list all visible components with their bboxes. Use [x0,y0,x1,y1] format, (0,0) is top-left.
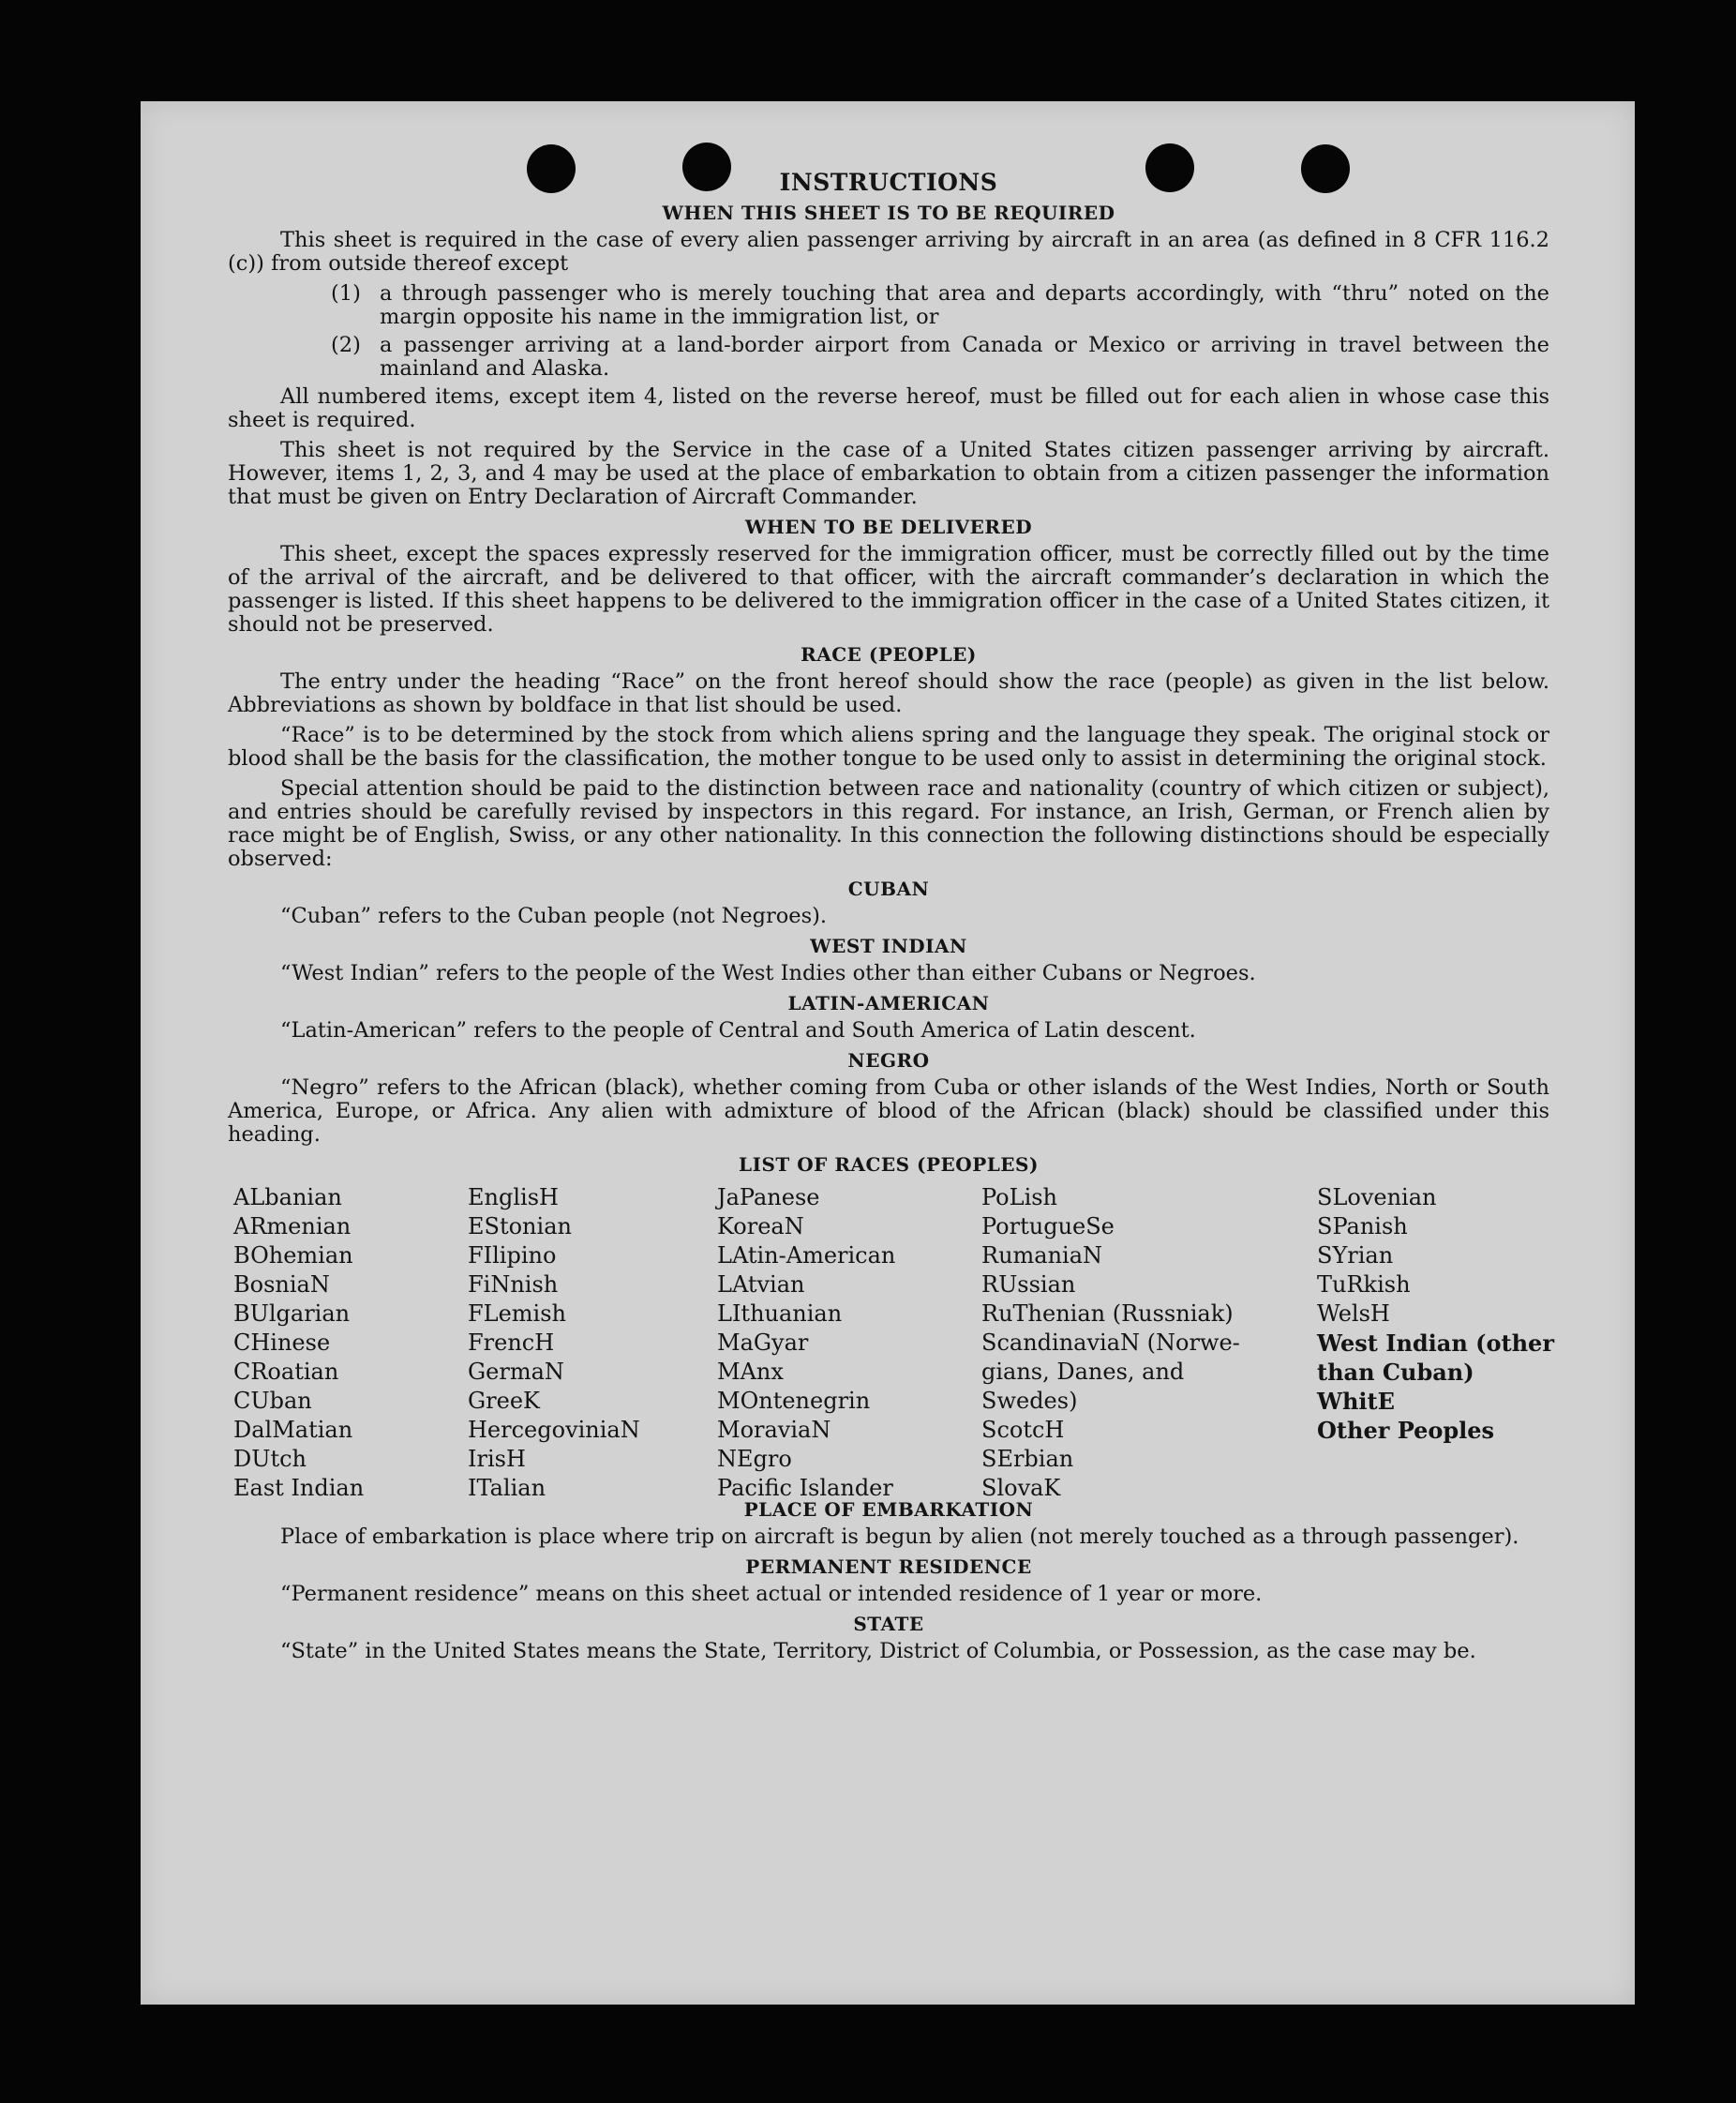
race-list-item: RumaniaN [981,1242,1103,1269]
permanent-residence-text: “Permanent residence” means on this sheet actual or intended residence of 1 year or more. [280,1582,1263,1606]
races-column-3 [717,1183,895,1503]
instruction-sheet [141,101,1635,2005]
race-list-item: West Indian (other [1317,1329,1554,1357]
race-list-item: CRoatian [233,1359,339,1385]
race-list-item: CHinese [233,1329,331,1356]
race-list-item: CUban [233,1388,312,1414]
item-number: (2) [331,333,361,357]
section-heading-embarkation: PLACE OF EMBARKATION [743,1498,1034,1521]
race-list-item: MoraviaN [717,1417,831,1443]
embarkation-text: Place of embarkation is place where trip on aircraft is begun by alien (not merely touched as a through passenger). [280,1525,1519,1549]
section-heading-when-required: WHEN THIS SHEET IS TO BE REQUIRED [662,202,1115,224]
race-list-item: RuThenian (Russniak) [981,1300,1234,1327]
races-list [228,1183,1554,1501]
race-list-item: PortugueSe [981,1213,1115,1239]
race-list-item: LAtin-American [717,1242,896,1269]
section-heading-cuban: CUBAN [847,878,930,900]
race-paragraph-3: Special attention should be paid to the distinction between race and nationality (country of which citizen or subject), and entries should be carefully revised by inspectors in this regard. For instance, an Irish, German, or French alien by race might be of English, Swiss, or any other nationality. In this connection the following distinctions should be especially observed: [228,776,1549,871]
section-heading-state: STATE [853,1613,924,1635]
race-list-item: than Cuban) [1317,1359,1474,1386]
races-column-1 [233,1183,364,1503]
race-list-item: DalMatian [233,1417,353,1443]
race-paragraph-2: “Race” is to be determined by the stock from which aliens spring and the language they speak. The original stock or blood shall be the basis for the classification, the mother tongue to be used only to assist in determining the original stock. [228,723,1549,771]
citizen-note: This sheet is not required by the Service in the case of a United States citizen passenger arriving by aircraft. However, items 1, 2, 3, and 4 may be used at the place of embarkation to obtain from a citizen passenger the information that must be given on Entry Declaration of Aircraft Commander. [228,438,1549,509]
race-list-item: GermaN [468,1359,564,1385]
race-list-item: TuRkish [1317,1271,1411,1298]
race-list-item: JaPanese [717,1184,820,1210]
race-list-item: ScotcH [981,1417,1065,1443]
state-text: “State” in the United States means the State, Territory, District of Columbia, or Possession, as the case may be. [280,1639,1476,1663]
when-required-intro: This sheet is required in the case of every alien passenger arriving by aircraft in an area (as defined in 8 CFR 116.2 (c)) from outside thereof except [228,228,1549,276]
race-list-item: ALbanian [233,1184,342,1210]
numbered-item [331,282,1549,329]
race-list-item: Swedes) [981,1388,1078,1414]
race-list-item: MOntenegrin [717,1388,871,1414]
race-list-item: BosniaN [233,1271,330,1298]
race-list-item: MaGyar [717,1329,809,1356]
race-list-item: DUtch [233,1446,307,1472]
race-list-item: WhitE [1317,1388,1395,1415]
race-list-item: BOhemian [233,1242,353,1269]
race-list-item: KoreaN [717,1213,804,1239]
race-list-item: LIthuanian [717,1300,843,1327]
west-indian-text: “West Indian” refers to the people of the West Indies other than either Cubans or Negroes. [280,961,1256,985]
document-content [228,169,1554,1670]
section-heading-when-delivered: WHEN TO BE DELIVERED [744,516,1033,538]
race-list-item: IrisH [468,1446,526,1472]
race-list-item: ARmenian [233,1213,352,1239]
race-list-item: PoLish [981,1184,1058,1210]
race-list-item: RUssian [981,1271,1076,1298]
numbered-items-note: All numbered items, except item 4, listed on the reverse hereof, must be filled out for each alien in whose case this sheet is required. [228,384,1549,432]
race-list-item: SYrian [1317,1242,1394,1269]
race-list-item: gians, Danes, and [981,1359,1185,1385]
race-list-item: BUlgarian [233,1300,351,1327]
race-list-item: Pacific Islander [717,1475,893,1501]
section-heading-latin-american: LATIN-AMERICAN [787,992,990,1014]
race-list-item: MAnx [717,1359,784,1385]
races-column-4 [981,1183,1240,1503]
latin-american-text: “Latin-American” refers to the people of Central and South America of Latin descent. [280,1018,1196,1043]
race-list-item: SLovenian [1317,1184,1437,1210]
section-heading-negro: NEGRO [847,1049,930,1072]
when-delivered-text: This sheet, except the spaces expressly reserved for the immigration officer, must be correctly filled out by the time of the arrival of the aircraft, and be delivered to that officer, with the aircraft commander’s declaration in which the passenger is listed. If this sheet happens to be delivered to the immigration officer in the case of a United States citizen, it should not be preserved. [228,542,1549,637]
race-paragraph-1: The entry under the heading “Race” on the front hereof should show the race (people) as given in the list below. Abbreviations as shown by boldface in that list should be used. [228,669,1549,717]
item-text: a passenger arriving at a land-border airport from Canada or Mexico or arriving in travel between the mainland and Alaska. [380,333,1549,381]
race-list-item: SErbian [981,1446,1074,1472]
races-column-5 [1317,1183,1554,1445]
race-list-item: EnglisH [468,1184,559,1210]
race-list-item: FLemish [468,1300,566,1327]
section-heading-race: RACE (PEOPLE) [801,643,977,666]
race-list-item: WelsH [1317,1300,1390,1327]
race-list-item: ITalian [468,1475,546,1501]
section-heading-west-indian: WEST INDIAN [810,935,967,957]
race-list-item: East Indian [233,1475,365,1501]
race-list-item: NEgro [717,1446,792,1472]
numbered-item [331,334,1549,381]
negro-text: “Negro” refers to the African (black), whether coming from Cuba or other islands of the West Indies, North or South America, Europe, or Africa. Any alien with admixture of blood of the African (black) should be classified under this heading. [228,1075,1549,1147]
page-title: INSTRUCTIONS [779,169,998,196]
race-list-item: HercegoviniaN [468,1417,640,1443]
item-number: (1) [331,281,361,306]
race-list-item: FIlipino [468,1242,557,1269]
race-list-item: EStonian [468,1213,572,1239]
section-heading-permanent-residence: PERMANENT RESIDENCE [745,1555,1032,1578]
race-list-item: SlovaK [981,1475,1061,1501]
race-list-item: GreeK [468,1388,540,1414]
race-list-item: SPanish [1317,1213,1408,1239]
races-column-2 [468,1183,640,1503]
race-list-item: Other Peoples [1317,1417,1495,1444]
race-list-item: ScandinaviaN (Norwe- [981,1329,1240,1356]
item-text: a through passenger who is merely touching that area and departs accordingly, with “thru” noted on the margin opposite his name in the immigration list, or [380,281,1549,329]
cuban-text: “Cuban” refers to the Cuban people (not Negroes). [280,904,828,928]
section-heading-list-of-races: LIST OF RACES (PEOPLES) [739,1153,1039,1176]
race-list-item: FrencH [468,1329,555,1356]
race-list-item: FiNnish [468,1271,559,1298]
race-list-item: LAtvian [717,1271,805,1298]
